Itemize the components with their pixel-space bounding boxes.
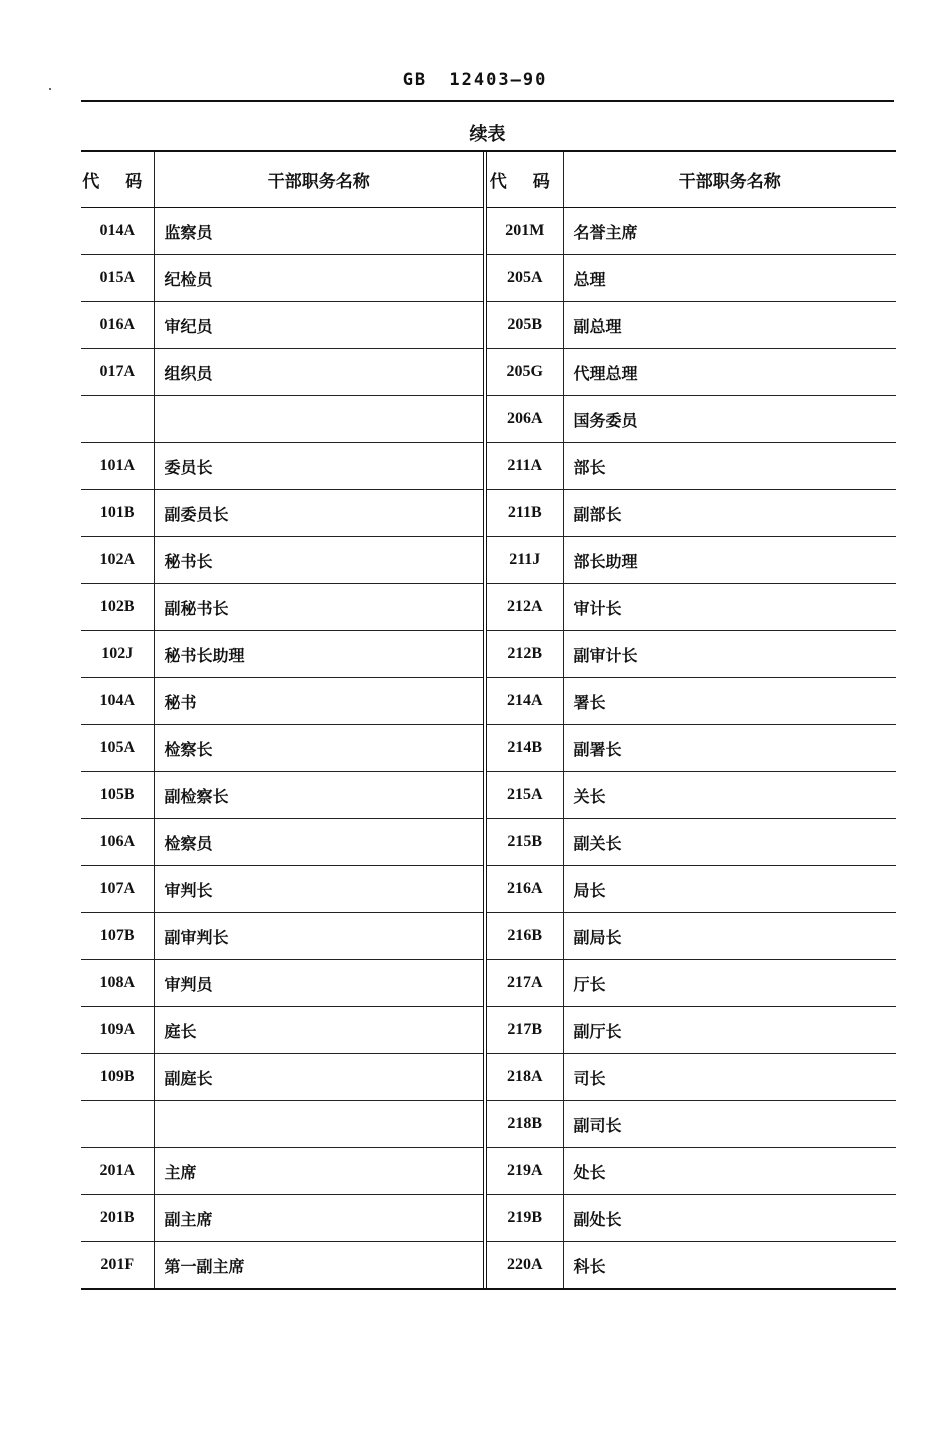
right-name-cell: 审计长 (563, 584, 896, 631)
left-code-cell: 102A (81, 537, 154, 584)
table-row (81, 960, 896, 1007)
table-row (81, 1242, 896, 1289)
left-code-cell: 102J (81, 631, 154, 678)
right-code-cell: 205B (485, 302, 563, 349)
right-name-cell: 科长 (573, 1256, 606, 1276)
table-row (81, 1101, 896, 1148)
left-code-cell (81, 396, 154, 443)
left-name-cell (154, 396, 485, 443)
right-code-cell: 219A (485, 1148, 563, 1195)
table-row (81, 913, 896, 960)
right-name-cell: 名誉主席 (563, 208, 896, 255)
standard-number: 12403—90 (449, 70, 548, 90)
standard-header (0, 70, 950, 90)
table-row (81, 772, 896, 819)
left-name-cell: 秘书长 (154, 537, 485, 584)
right-name-cell: 副司长 (563, 1101, 896, 1148)
left-name-cell: 监察员 (154, 208, 485, 255)
table-row (81, 443, 896, 490)
table-row (81, 302, 896, 349)
right-code-cell: 218B (485, 1101, 563, 1148)
left-name-cell: 副主席 (154, 1195, 485, 1242)
table-row (81, 208, 896, 255)
column-header-name-right: 干部职务名称 (563, 152, 896, 208)
right-name-cell: 代理总理 (563, 349, 896, 396)
right-code-cell: 211B (485, 490, 563, 537)
left-name-cell: 纪检员 (154, 255, 485, 302)
table-row (81, 537, 896, 584)
right-code-cell: 214A (485, 678, 563, 725)
left-code-cell: 201A (81, 1148, 154, 1195)
right-name-cell: 副总理 (563, 302, 896, 349)
right-code-cell: 212A (485, 584, 563, 631)
left-code-cell: 102B (81, 584, 154, 631)
left-name-cell: 审判长 (154, 866, 485, 913)
right-name-cell: 副署长 (563, 725, 896, 772)
right-name-cell: 总理 (563, 255, 896, 302)
table-row (81, 1007, 896, 1054)
table-body (81, 208, 896, 1289)
right-name-cell: 局长 (563, 866, 896, 913)
standard-prefix: GB (402, 70, 428, 90)
right-name-cell: 署长 (563, 678, 896, 725)
right-name-cell: 处长 (563, 1148, 896, 1195)
table-frame (81, 150, 896, 1290)
left-code-cell: 101B (81, 490, 154, 537)
table-row (81, 584, 896, 631)
left-name-cell: 审纪员 (154, 302, 485, 349)
left-name-cell: 副检察长 (154, 772, 485, 819)
table-caption: 续表 (469, 124, 506, 145)
table-row (81, 1148, 896, 1195)
table-row (81, 490, 896, 537)
left-name-cell: 组织员 (154, 349, 485, 396)
left-name-cell: 主席 (154, 1148, 485, 1195)
right-name-cell: 国务委员 (563, 396, 896, 443)
left-name-cell: 秘书长助理 (154, 631, 485, 678)
left-code-cell: 106A (81, 819, 154, 866)
right-name-cell: 副审计长 (563, 631, 896, 678)
right-code-cell: 215A (485, 772, 563, 819)
right-name-cell: 副厅长 (563, 1007, 896, 1054)
left-name-cell: 副庭长 (154, 1054, 485, 1101)
right-code-cell: 216B (485, 913, 563, 960)
table-row (81, 396, 896, 443)
table-row (81, 866, 896, 913)
left-name-cell: 副秘书长 (154, 584, 485, 631)
left-code-cell: 201F (81, 1242, 154, 1289)
table-row (81, 631, 896, 678)
right-name-cell: 司长 (563, 1054, 896, 1101)
left-name-cell: 委员长 (154, 443, 485, 490)
left-code-cell: 016A (81, 302, 154, 349)
table-row (81, 819, 896, 866)
left-name-cell: 检察员 (154, 819, 485, 866)
right-code-cell: 217B (485, 1007, 563, 1054)
job-title-table (81, 152, 896, 1288)
right-code-cell: 211J (485, 537, 563, 584)
left-name-cell: 秘书 (154, 678, 485, 725)
right-code-cell: 206A (485, 396, 563, 443)
right-name-cell: 副局长 (563, 913, 896, 960)
right-code-cell: 216A (485, 866, 563, 913)
left-code-cell: 107B (81, 913, 154, 960)
right-code-cell: 220A (485, 1242, 563, 1289)
right-name-cell: 厅长 (563, 960, 896, 1007)
column-header-code-left: 代 码 (81, 152, 154, 208)
right-code-cell: 215B (485, 819, 563, 866)
table-row (81, 1195, 896, 1242)
left-code-cell: 105A (81, 725, 154, 772)
right-code-cell: 217A (485, 960, 563, 1007)
table-row (81, 1054, 896, 1101)
right-name-cell: 副处长 (563, 1195, 896, 1242)
left-name-cell: 副委员长 (154, 490, 485, 537)
left-name-cell: 副审判长 (154, 913, 485, 960)
right-name-cell: 部长助理 (563, 537, 896, 584)
right-name-cell: 副部长 (563, 490, 896, 537)
left-code-cell: 017A (81, 349, 154, 396)
right-code-cell: 214B (485, 725, 563, 772)
left-code-cell: 107A (81, 866, 154, 913)
header-rule (81, 100, 894, 102)
table-row (81, 678, 896, 725)
column-header-name-left: 干部职务名称 (154, 152, 485, 208)
left-code-cell (81, 1101, 154, 1148)
left-code-cell: 015A (81, 255, 154, 302)
right-name-cell: 副关长 (563, 819, 896, 866)
left-name-cell: 庭长 (154, 1007, 485, 1054)
table-row (81, 255, 896, 302)
left-code-cell: 014A (81, 208, 154, 255)
right-name-cell: 关长 (563, 772, 896, 819)
left-code-cell: 104A (81, 678, 154, 725)
left-code-cell: 109A (81, 1007, 154, 1054)
left-code-cell: 101A (81, 443, 154, 490)
left-name-cell: 审判员 (154, 960, 485, 1007)
right-code-cell: 211A (485, 443, 563, 490)
left-code-cell: 109B (81, 1054, 154, 1101)
right-code-cell: 205G (485, 349, 563, 396)
left-name-cell: 第一副主席 (154, 1242, 485, 1289)
right-name-cell: 部长 (563, 443, 896, 490)
right-code-cell: 218A (485, 1054, 563, 1101)
table-row (81, 349, 896, 396)
table-row (81, 725, 896, 772)
right-code-cell: 212B (485, 631, 563, 678)
right-code-cell: 205A (485, 255, 563, 302)
left-code-cell: 105B (81, 772, 154, 819)
left-code-cell: 201B (81, 1195, 154, 1242)
table-header-row (81, 152, 896, 208)
right-code-cell: 201M (485, 208, 563, 255)
right-code-cell: 219B (485, 1195, 563, 1242)
left-code-cell: 108A (81, 960, 154, 1007)
left-name-cell (154, 1101, 485, 1148)
left-name-cell: 检察长 (154, 725, 485, 772)
column-header-code-right: 代 码 (485, 152, 563, 208)
